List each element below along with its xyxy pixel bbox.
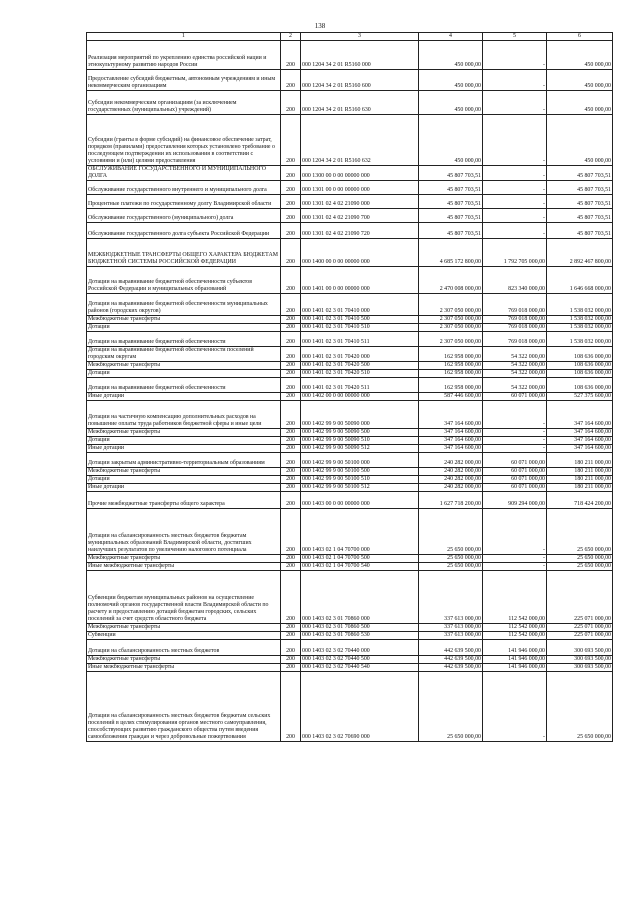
amount-total: 162 958 000,00 — [419, 346, 483, 361]
row-description: Межбюджетные трансферты — [87, 655, 281, 663]
row-code: 200 — [281, 631, 301, 639]
amount-final: 300 693 500,00 — [547, 655, 613, 663]
row-description: МЕЖБЮДЖЕТНЫЕ ТРАНСФЕРТЫ ОБЩЕГО ХАРАКТЕРА БЮДЖЕТАМ БЮДЖЕТНОЙ СИСТЕМЫ РОССИЙСКОЙ ФЕДЕРАЦИИ — [87, 238, 281, 266]
row-description: Субсидии (гранты в форме субсидий) на финансовое обеспечение затрат, порядком (правилами) предоставления которых установлено требование о последующем подтверждении их использования в соответствии с условиями и (или) целями предоставления — [87, 115, 281, 166]
table-row — [87, 483, 613, 491]
amount-changes: - — [483, 428, 547, 436]
amount-final: 45 807 703,51 — [547, 180, 613, 194]
amount-total: 450 000,00 — [419, 70, 483, 91]
amount-total: 2 307 050 000,00 — [419, 315, 483, 323]
amount-changes: - — [483, 444, 547, 452]
amount-total: 240 282 000,00 — [419, 452, 483, 467]
row-code: 200 — [281, 570, 301, 623]
row-code: 200 — [281, 208, 301, 222]
budget-classification-code: 000 1403 02 3 01 70860 530 — [301, 631, 419, 639]
amount-final: 180 211 000,00 — [547, 452, 613, 467]
table-row — [87, 631, 613, 639]
budget-classification-code: 000 1401 02 3 01 70410 500 — [301, 315, 419, 323]
amount-total: 337 613 000,00 — [419, 623, 483, 631]
budget-classification-code: 000 1403 02 3 02 70440 540 — [301, 663, 419, 671]
budget-classification-code: 000 1301 02 4 02 21090 700 — [301, 208, 419, 222]
amount-changes: - — [483, 671, 547, 741]
table-row — [87, 392, 613, 400]
row-code: 200 — [281, 392, 301, 400]
row-code: 200 — [281, 475, 301, 483]
table-row — [87, 452, 613, 467]
table-row — [87, 346, 613, 361]
amount-total: 2 307 050 000,00 — [419, 331, 483, 346]
amount-total: 442 639 500,00 — [419, 639, 483, 655]
budget-classification-code: 000 1403 02 1 04 70700 000 — [301, 508, 419, 554]
table-row — [87, 467, 613, 475]
amount-total: 4 685 172 800,00 — [419, 238, 483, 266]
amount-changes: 769 018 000,00 — [483, 315, 547, 323]
amount-changes: 769 018 000,00 — [483, 331, 547, 346]
amount-changes: 54 322 000,00 — [483, 377, 547, 392]
budget-classification-code: 000 1402 99 9 00 50090 510 — [301, 436, 419, 444]
amount-changes: - — [483, 208, 547, 222]
table-row — [87, 554, 613, 562]
row-code: 200 — [281, 483, 301, 491]
amount-changes: 54 322 000,00 — [483, 346, 547, 361]
column-header-3: 3 — [301, 33, 419, 41]
row-description: Дотации — [87, 436, 281, 444]
budget-classification-code: 000 1204 34 2 01 R5160 600 — [301, 70, 419, 91]
amount-final: 45 807 703,51 — [547, 222, 613, 238]
row-description: Дотации на выравнивание бюджетной обеспеченности — [87, 331, 281, 346]
amount-changes: - — [483, 70, 547, 91]
budget-classification-code: 000 1403 00 0 00 00000 000 — [301, 491, 419, 508]
budget-classification-code: 000 1301 02 4 02 21090 720 — [301, 222, 419, 238]
row-code: 200 — [281, 70, 301, 91]
amount-total: 337 613 000,00 — [419, 631, 483, 639]
amount-final: 1 538 032 000,00 — [547, 293, 613, 315]
amount-final: 180 211 000,00 — [547, 475, 613, 483]
row-code: 200 — [281, 41, 301, 70]
amount-final: 108 636 000,00 — [547, 369, 613, 377]
budget-classification-code: 000 1402 00 0 00 00000 000 — [301, 392, 419, 400]
amount-final: 225 071 000,00 — [547, 631, 613, 639]
amount-changes: 54 322 000,00 — [483, 361, 547, 369]
amount-total: 45 807 703,51 — [419, 194, 483, 208]
amount-changes: 1 792 705 000,00 — [483, 238, 547, 266]
row-code: 200 — [281, 361, 301, 369]
budget-classification-code: 000 1400 00 0 00 00000 000 — [301, 238, 419, 266]
amount-changes: 54 322 000,00 — [483, 369, 547, 377]
amount-total: 450 000,00 — [419, 91, 483, 115]
table-body — [87, 41, 613, 742]
table-row — [87, 180, 613, 194]
amount-final: 25 650 000,00 — [547, 508, 613, 554]
row-code: 200 — [281, 428, 301, 436]
amount-changes: - — [483, 400, 547, 428]
budget-classification-code: 000 1401 02 3 01 70410 511 — [301, 331, 419, 346]
row-description: Дотации на выравнивание бюджетной обеспеченности муниципальных районов (городских округов) — [87, 293, 281, 315]
budget-classification-code: 000 1401 02 3 01 70410 510 — [301, 323, 419, 331]
column-header-5: 5 — [483, 33, 547, 41]
budget-classification-code: 000 1301 02 4 02 21090 000 — [301, 194, 419, 208]
row-description: ОБСЛУЖИВАНИЕ ГОСУДАРСТВЕННОГО И МУНИЦИПАЛЬНОГО ДОЛГА — [87, 166, 281, 181]
budget-classification-code: 000 1403 02 1 04 70700 540 — [301, 562, 419, 570]
amount-final: 45 807 703,51 — [547, 208, 613, 222]
amount-changes: - — [483, 554, 547, 562]
amount-total: 442 639 500,00 — [419, 655, 483, 663]
table-row — [87, 444, 613, 452]
amount-total: 240 282 000,00 — [419, 475, 483, 483]
amount-changes: - — [483, 91, 547, 115]
budget-classification-code: 000 1204 34 2 01 R5160 000 — [301, 41, 419, 70]
column-header-2: 2 — [281, 33, 301, 41]
row-code: 200 — [281, 369, 301, 377]
row-description: Иные дотации — [87, 444, 281, 452]
amount-total: 1 627 718 200,00 — [419, 491, 483, 508]
budget-classification-code: 000 1403 02 3 02 70690 000 — [301, 671, 419, 741]
amount-total: 162 958 000,00 — [419, 369, 483, 377]
table-row — [87, 315, 613, 323]
amount-changes: 769 018 000,00 — [483, 323, 547, 331]
amount-changes: 141 946 000,00 — [483, 663, 547, 671]
row-description: Иные межбюджетные трансферты — [87, 663, 281, 671]
row-code: 200 — [281, 315, 301, 323]
table-row — [87, 655, 613, 663]
row-description: Межбюджетные трансферты — [87, 467, 281, 475]
amount-changes: 60 071 000,00 — [483, 467, 547, 475]
amount-changes: 60 071 000,00 — [483, 392, 547, 400]
row-code: 200 — [281, 562, 301, 570]
amount-final: 25 650 000,00 — [547, 671, 613, 741]
table-header-row — [87, 33, 613, 41]
budget-classification-code: 000 1401 02 3 01 70420 511 — [301, 377, 419, 392]
row-code: 200 — [281, 238, 301, 266]
table-row — [87, 293, 613, 315]
table-row — [87, 70, 613, 91]
row-description: Обслуживание государственного внутреннего и муниципального долга — [87, 180, 281, 194]
budget-classification-code: 000 1401 02 3 01 70420 000 — [301, 346, 419, 361]
amount-final: 718 424 200,00 — [547, 491, 613, 508]
amount-changes: - — [483, 180, 547, 194]
amount-changes: 112 542 000,00 — [483, 570, 547, 623]
amount-changes: - — [483, 41, 547, 70]
row-code: 200 — [281, 444, 301, 452]
amount-total: 450 000,00 — [419, 41, 483, 70]
amount-final: 108 636 000,00 — [547, 361, 613, 369]
amount-final: 1 538 032 000,00 — [547, 315, 613, 323]
row-code: 200 — [281, 491, 301, 508]
row-description: Межбюджетные трансферты — [87, 623, 281, 631]
row-description: Дотации на выравнивание бюджетной обеспеченности поселений городским округам — [87, 346, 281, 361]
row-code: 200 — [281, 663, 301, 671]
row-description: Дотации на сбалансированность местных бюджетов бюджетам сельских поселений в целях стимулирования органов местного самоуправления, способствующих развитию гражданского общества путем введения самообложения граждан и через добровольные пожертвования — [87, 671, 281, 741]
budget-classification-code: 000 1403 02 1 04 70700 500 — [301, 554, 419, 562]
amount-final: 108 636 000,00 — [547, 346, 613, 361]
amount-total: 347 164 600,00 — [419, 444, 483, 452]
table-row — [87, 369, 613, 377]
amount-final: 347 164 600,00 — [547, 428, 613, 436]
row-description: Прочие межбюджетные трансферты общего характера — [87, 491, 281, 508]
amount-changes: - — [483, 562, 547, 570]
column-header-1: 1 — [87, 33, 281, 41]
table-row — [87, 266, 613, 293]
row-code: 200 — [281, 166, 301, 181]
amount-total: 25 650 000,00 — [419, 554, 483, 562]
amount-final: 347 164 600,00 — [547, 400, 613, 428]
amount-final: 180 211 000,00 — [547, 483, 613, 491]
amount-changes: 141 946 000,00 — [483, 639, 547, 655]
table-row — [87, 400, 613, 428]
row-code: 200 — [281, 452, 301, 467]
row-code: 200 — [281, 508, 301, 554]
amount-changes: - — [483, 222, 547, 238]
row-code: 200 — [281, 266, 301, 293]
table-row — [87, 361, 613, 369]
amount-final: 450 000,00 — [547, 41, 613, 70]
row-description: Процентные платежи по государственному долгу Владимирской области — [87, 194, 281, 208]
table-row — [87, 428, 613, 436]
budget-classification-code: 000 1301 00 0 00 00000 000 — [301, 180, 419, 194]
amount-total: 347 164 600,00 — [419, 436, 483, 444]
row-description: Дотации на выравнивание бюджетной обеспеченности субъектов Российской Федерации и муниципальных образований — [87, 266, 281, 293]
row-code: 200 — [281, 639, 301, 655]
amount-final: 25 650 000,00 — [547, 554, 613, 562]
amount-final: 45 807 703,51 — [547, 166, 613, 181]
amount-total: 45 807 703,51 — [419, 180, 483, 194]
row-description: Дотации на выравнивание бюджетной обеспеченности — [87, 377, 281, 392]
amount-changes: - — [483, 194, 547, 208]
row-code: 200 — [281, 467, 301, 475]
amount-changes: 141 946 000,00 — [483, 655, 547, 663]
amount-total: 45 807 703,51 — [419, 222, 483, 238]
budget-classification-code: 000 1402 99 9 00 50100 500 — [301, 467, 419, 475]
table-row — [87, 222, 613, 238]
row-code: 200 — [281, 377, 301, 392]
budget-classification-code: 000 1403 02 3 02 70440 500 — [301, 655, 419, 663]
budget-classification-code: 000 1402 99 9 00 50090 500 — [301, 428, 419, 436]
amount-changes: - — [483, 115, 547, 166]
amount-changes: 60 071 000,00 — [483, 452, 547, 467]
row-description: Иные межбюджетные трансферты — [87, 562, 281, 570]
amount-final: 1 538 032 000,00 — [547, 323, 613, 331]
amount-final: 180 211 000,00 — [547, 467, 613, 475]
row-description: Реализация мероприятий по укреплению единства российской нации и этнокультурному развитию народов России — [87, 41, 281, 70]
amount-final: 300 693 500,00 — [547, 639, 613, 655]
amount-total: 240 282 000,00 — [419, 467, 483, 475]
amount-final: 450 000,00 — [547, 115, 613, 166]
amount-total: 2 307 050 000,00 — [419, 293, 483, 315]
row-description: Субсидии некоммерческим организациям (за исключением государственных (муниципальных) учреждений) — [87, 91, 281, 115]
budget-classification-code: 000 1204 34 2 01 R5160 632 — [301, 115, 419, 166]
amount-final: 1 538 032 000,00 — [547, 331, 613, 346]
table-row — [87, 671, 613, 741]
budget-classification-code: 000 1401 02 3 01 70420 510 — [301, 369, 419, 377]
table-row — [87, 91, 613, 115]
table-row — [87, 562, 613, 570]
table-row — [87, 194, 613, 208]
amount-final: 25 650 000,00 — [547, 562, 613, 570]
amount-final: 300 693 500,00 — [547, 663, 613, 671]
row-code: 200 — [281, 323, 301, 331]
table-row — [87, 41, 613, 70]
row-description: Субвенции бюджетам муниципальных районов на осуществление полномочий органов государственной власти Владимирской области по расчету и предоставлению дотаций бюджетам городских, сельских поселений за счет средств областного бюджета — [87, 570, 281, 623]
amount-final: 45 807 703,51 — [547, 194, 613, 208]
amount-changes: 769 018 000,00 — [483, 293, 547, 315]
column-header-6: 6 — [547, 33, 613, 41]
table-row — [87, 208, 613, 222]
table-row — [87, 570, 613, 623]
row-code: 200 — [281, 623, 301, 631]
amount-final: 527 375 600,00 — [547, 392, 613, 400]
budget-classification-code: 000 1401 02 3 01 70420 500 — [301, 361, 419, 369]
budget-classification-code: 000 1402 99 9 00 50100 512 — [301, 483, 419, 491]
row-description: Межбюджетные трансферты — [87, 361, 281, 369]
amount-total: 162 958 000,00 — [419, 377, 483, 392]
table-row — [87, 436, 613, 444]
row-code: 200 — [281, 554, 301, 562]
table-row — [87, 623, 613, 631]
column-header-4: 4 — [419, 33, 483, 41]
amount-changes: - — [483, 166, 547, 181]
row-description: Межбюджетные трансферты — [87, 315, 281, 323]
amount-final: 2 892 467 800,00 — [547, 238, 613, 266]
amount-total: 240 282 000,00 — [419, 483, 483, 491]
amount-total: 2 307 050 000,00 — [419, 323, 483, 331]
budget-classification-code: 000 1402 99 9 00 50090 512 — [301, 444, 419, 452]
amount-changes: - — [483, 436, 547, 444]
amount-final: 108 636 000,00 — [547, 377, 613, 392]
row-code: 200 — [281, 180, 301, 194]
table-row — [87, 491, 613, 508]
row-description: Субвенции — [87, 631, 281, 639]
amount-total: 442 639 500,00 — [419, 663, 483, 671]
amount-final: 225 071 000,00 — [547, 570, 613, 623]
row-description: Дотации — [87, 323, 281, 331]
amount-total: 25 650 000,00 — [419, 508, 483, 554]
row-code: 200 — [281, 293, 301, 315]
amount-changes: 112 542 000,00 — [483, 631, 547, 639]
row-code: 200 — [281, 194, 301, 208]
row-code: 200 — [281, 346, 301, 361]
row-description: Обслуживание государственного долга субъекта Российской Федерации — [87, 222, 281, 238]
amount-changes: 60 071 000,00 — [483, 475, 547, 483]
row-code: 200 — [281, 91, 301, 115]
row-description: Дотации — [87, 369, 281, 377]
row-description: Дотации на сбалансированность местных бюджетов — [87, 639, 281, 655]
row-description: Дотации на сбалансированность местных бюджетов бюджетам муниципальных образований Владимирской области, достигших наилучших результатов по увеличению налогового потенциала — [87, 508, 281, 554]
row-code: 200 — [281, 115, 301, 166]
budget-classification-code: 000 1402 99 9 00 50100 000 — [301, 452, 419, 467]
table-row — [87, 323, 613, 331]
amount-total: 587 446 600,00 — [419, 392, 483, 400]
budget-classification-code: 000 1403 02 3 01 70860 000 — [301, 570, 419, 623]
row-description: Иные дотации — [87, 392, 281, 400]
amount-total: 162 958 000,00 — [419, 361, 483, 369]
table-row — [87, 663, 613, 671]
budget-classification-code: 000 1402 99 9 00 50100 510 — [301, 475, 419, 483]
budget-classification-code: 000 1204 34 2 01 R5160 630 — [301, 91, 419, 115]
table-row — [87, 377, 613, 392]
amount-changes: 823 340 000,00 — [483, 266, 547, 293]
row-code: 200 — [281, 400, 301, 428]
table-row — [87, 115, 613, 166]
row-description: Межбюджетные трансферты — [87, 554, 281, 562]
page-number: 138 — [314, 22, 326, 30]
amount-changes: - — [483, 508, 547, 554]
amount-changes: 60 071 000,00 — [483, 483, 547, 491]
budget-classification-code: 000 1300 00 0 00 00000 000 — [301, 166, 419, 181]
amount-final: 347 164 600,00 — [547, 436, 613, 444]
row-description: Дотации — [87, 475, 281, 483]
row-code: 200 — [281, 331, 301, 346]
budget-classification-code: 000 1401 02 3 01 70410 000 — [301, 293, 419, 315]
amount-final: 225 071 000,00 — [547, 623, 613, 631]
amount-total: 450 000,00 — [419, 115, 483, 166]
amount-final: 450 000,00 — [547, 70, 613, 91]
amount-total: 25 650 000,00 — [419, 562, 483, 570]
amount-total: 45 807 703,51 — [419, 166, 483, 181]
amount-final: 450 000,00 — [547, 91, 613, 115]
table-row — [87, 331, 613, 346]
table-row — [87, 508, 613, 554]
row-description: Дотации на частичную компенсацию дополнительных расходов на повышение оплаты труда работников бюджетной сферы и иные цели — [87, 400, 281, 428]
amount-final: 347 164 600,00 — [547, 444, 613, 452]
amount-final: 1 646 668 000,00 — [547, 266, 613, 293]
row-code: 200 — [281, 222, 301, 238]
row-description: Предоставление субсидий бюджетным, автономным учреждениям и иным некоммерческим организациям — [87, 70, 281, 91]
table-row — [87, 639, 613, 655]
row-description: Обслуживание государственного (муниципального) долга — [87, 208, 281, 222]
budget-classification-code: 000 1401 00 0 00 00000 000 — [301, 266, 419, 293]
amount-total: 347 164 600,00 — [419, 428, 483, 436]
table-row — [87, 475, 613, 483]
table-row — [87, 166, 613, 181]
row-description: Иные дотации — [87, 483, 281, 491]
amount-total: 25 650 000,00 — [419, 671, 483, 741]
row-code: 200 — [281, 436, 301, 444]
row-code: 200 — [281, 671, 301, 741]
amount-total: 347 164 600,00 — [419, 400, 483, 428]
amount-total: 45 807 703,51 — [419, 208, 483, 222]
row-code: 200 — [281, 655, 301, 663]
amount-total: 337 613 000,00 — [419, 570, 483, 623]
amount-changes: 112 542 000,00 — [483, 623, 547, 631]
budget-classification-code: 000 1403 02 3 01 70860 500 — [301, 623, 419, 631]
budget-table — [86, 32, 613, 742]
budget-classification-code: 000 1403 02 3 02 70440 000 — [301, 639, 419, 655]
budget-classification-code: 000 1402 99 9 00 50090 000 — [301, 400, 419, 428]
amount-total: 2 470 008 000,00 — [419, 266, 483, 293]
amount-changes: 909 294 000,00 — [483, 491, 547, 508]
row-description: Дотации закрытым административно-территориальным образованиям — [87, 452, 281, 467]
table-row — [87, 238, 613, 266]
row-description: Межбюджетные трансферты — [87, 428, 281, 436]
